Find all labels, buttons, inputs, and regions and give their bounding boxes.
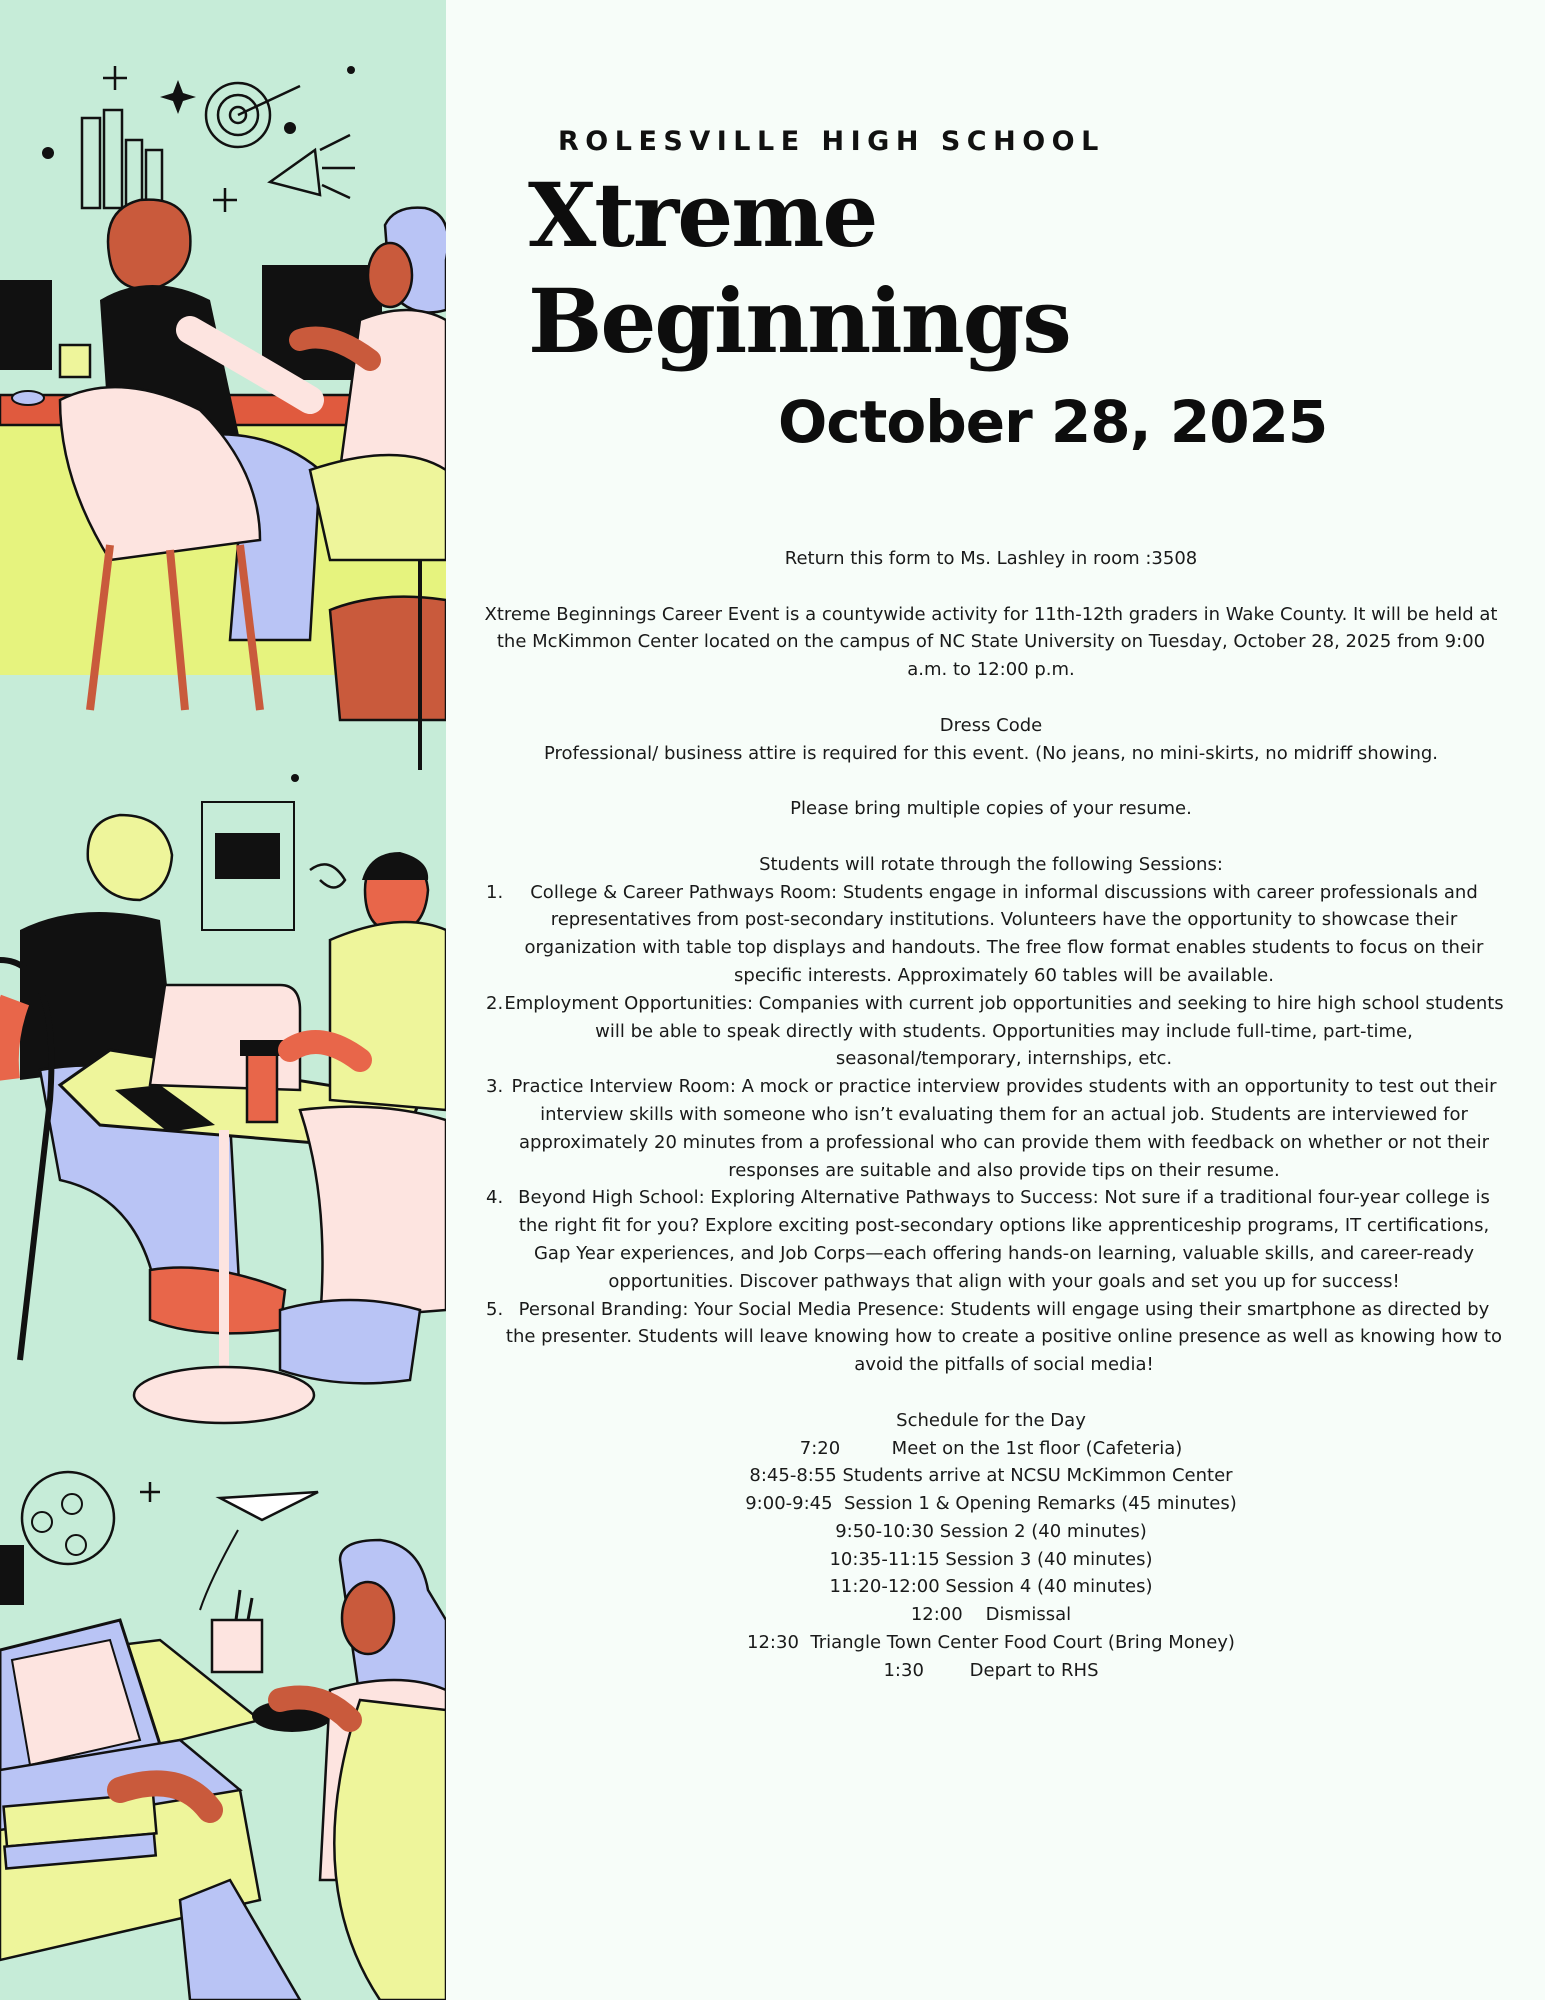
session-item bbox=[476, 1296, 1506, 1379]
office-illustration bbox=[0, 0, 446, 2000]
schedule-row: 1:30 Depart to RHS bbox=[883, 1659, 1099, 1681]
resume-note: Please bring multiple copies of your resume. bbox=[790, 798, 1192, 820]
session-item bbox=[476, 990, 1506, 1073]
schedule-heading: Schedule for the Day bbox=[896, 1409, 1086, 1431]
schedule-row: 9:00-9:45 Session 1 & Opening Remarks (45 minutes) bbox=[745, 1493, 1237, 1515]
schedule-row: 10:35-11:15 Session 3 (40 minutes) bbox=[829, 1548, 1153, 1570]
event-title-line2: Beginnings bbox=[528, 269, 1070, 373]
intro-paragraph: Xtreme Beginnings Career Event is a countywide activity for 11th-12th graders in Wake County. It will be held at the McKimmon Center located on the campus of NC State University on Tuesday, October 28, 2025 from 9:00 a.m. to 12:00 p.m. bbox=[484, 603, 1498, 681]
dress-code-heading: Dress Code bbox=[939, 714, 1043, 736]
session-number: 3. bbox=[486, 1076, 504, 1098]
session-text: Beyond High School: Exploring Alternative Pathways to Success: Not sure if a traditional four-year college is the right fit for you? Explore exciting post-secondary options like apprenticeship programs, IT certifications, Gap Year experiences, and Job Corps—each offering hands-on learning, valuable skills, and career-ready opportunities. Discover pathways that align with your goals and set you up for success! bbox=[518, 1187, 1490, 1292]
dress-code-text: Professional/ business attire is required for this event. (No jeans, no mini-skirts, no midriff showing. bbox=[544, 742, 1438, 764]
flyer-content bbox=[446, 0, 1545, 2000]
schedule-row: 11:20-12:00 Session 4 (40 minutes) bbox=[829, 1576, 1153, 1598]
illustration-panel bbox=[0, 0, 446, 2000]
schedule-row: 12:00 Dismissal bbox=[910, 1604, 1072, 1626]
event-title-line1: Xtreme bbox=[528, 163, 877, 267]
schedule-row: 9:50-10:30 Session 2 (40 minutes) bbox=[835, 1520, 1147, 1542]
session-text: Practice Interview Room: A mock or practice interview provides students with an opportunity to test out their interview skills with someone who isn’t evaluating them for an actual job. Students are interviewed for approximately 20 minutes from a professional who can provide them with feedback on whether or not their responses are suitable and also provide tips on their resume. bbox=[511, 1076, 1497, 1181]
schedule-row: 8:45-8:55 Students arrive at NCSU McKimmon Center bbox=[749, 1465, 1233, 1487]
school-name: ROLESVILLE HIGH SCHOOL bbox=[558, 126, 1105, 157]
sessions-list bbox=[476, 879, 1506, 1379]
schedule-row: 7:20 Meet on the 1st floor (Cafeteria) bbox=[799, 1437, 1183, 1459]
session-number: 5. bbox=[486, 1298, 504, 1320]
schedule-row: 12:30 Triangle Town Center Food Court (Bring Money) bbox=[747, 1632, 1235, 1654]
session-text: College & Career Pathways Room: Students engage in informal discussions with career professionals and representatives from post-secondary institutions. Volunteers have the opportunity to showcase their organization with table top displays and handouts. The free flow format enables students to focus on their specific interests. Approximately 60 tables will be available. bbox=[524, 881, 1484, 986]
session-item bbox=[476, 1184, 1506, 1295]
event-title bbox=[528, 162, 1070, 374]
session-number: 1. bbox=[486, 881, 504, 903]
session-item bbox=[476, 879, 1506, 990]
session-number: 4. bbox=[486, 1187, 504, 1209]
event-date: October 28, 2025 bbox=[778, 388, 1328, 456]
session-item bbox=[476, 1073, 1506, 1184]
sessions-heading: Students will rotate through the following Sessions: bbox=[759, 853, 1223, 875]
session-number: 2. bbox=[486, 992, 504, 1014]
session-text: Personal Branding: Your Social Media Presence: Students will engage using their smartphone as directed by the presenter. Students will leave knowing how to create a positive online presence as well as knowing how to avoid the pitfalls of social media! bbox=[505, 1298, 1503, 1376]
schedule bbox=[476, 1407, 1506, 1685]
flyer-body bbox=[476, 545, 1506, 1685]
session-text: Employment Opportunities: Companies with current job opportunities and seeking to hire high school students will be able to speak directly with students. Opportunities may include full-time, part-time, seasonal/temporary, internships, etc. bbox=[504, 992, 1504, 1070]
return-form-note: Return this form to Ms. Lashley in room :3508 bbox=[784, 548, 1198, 569]
